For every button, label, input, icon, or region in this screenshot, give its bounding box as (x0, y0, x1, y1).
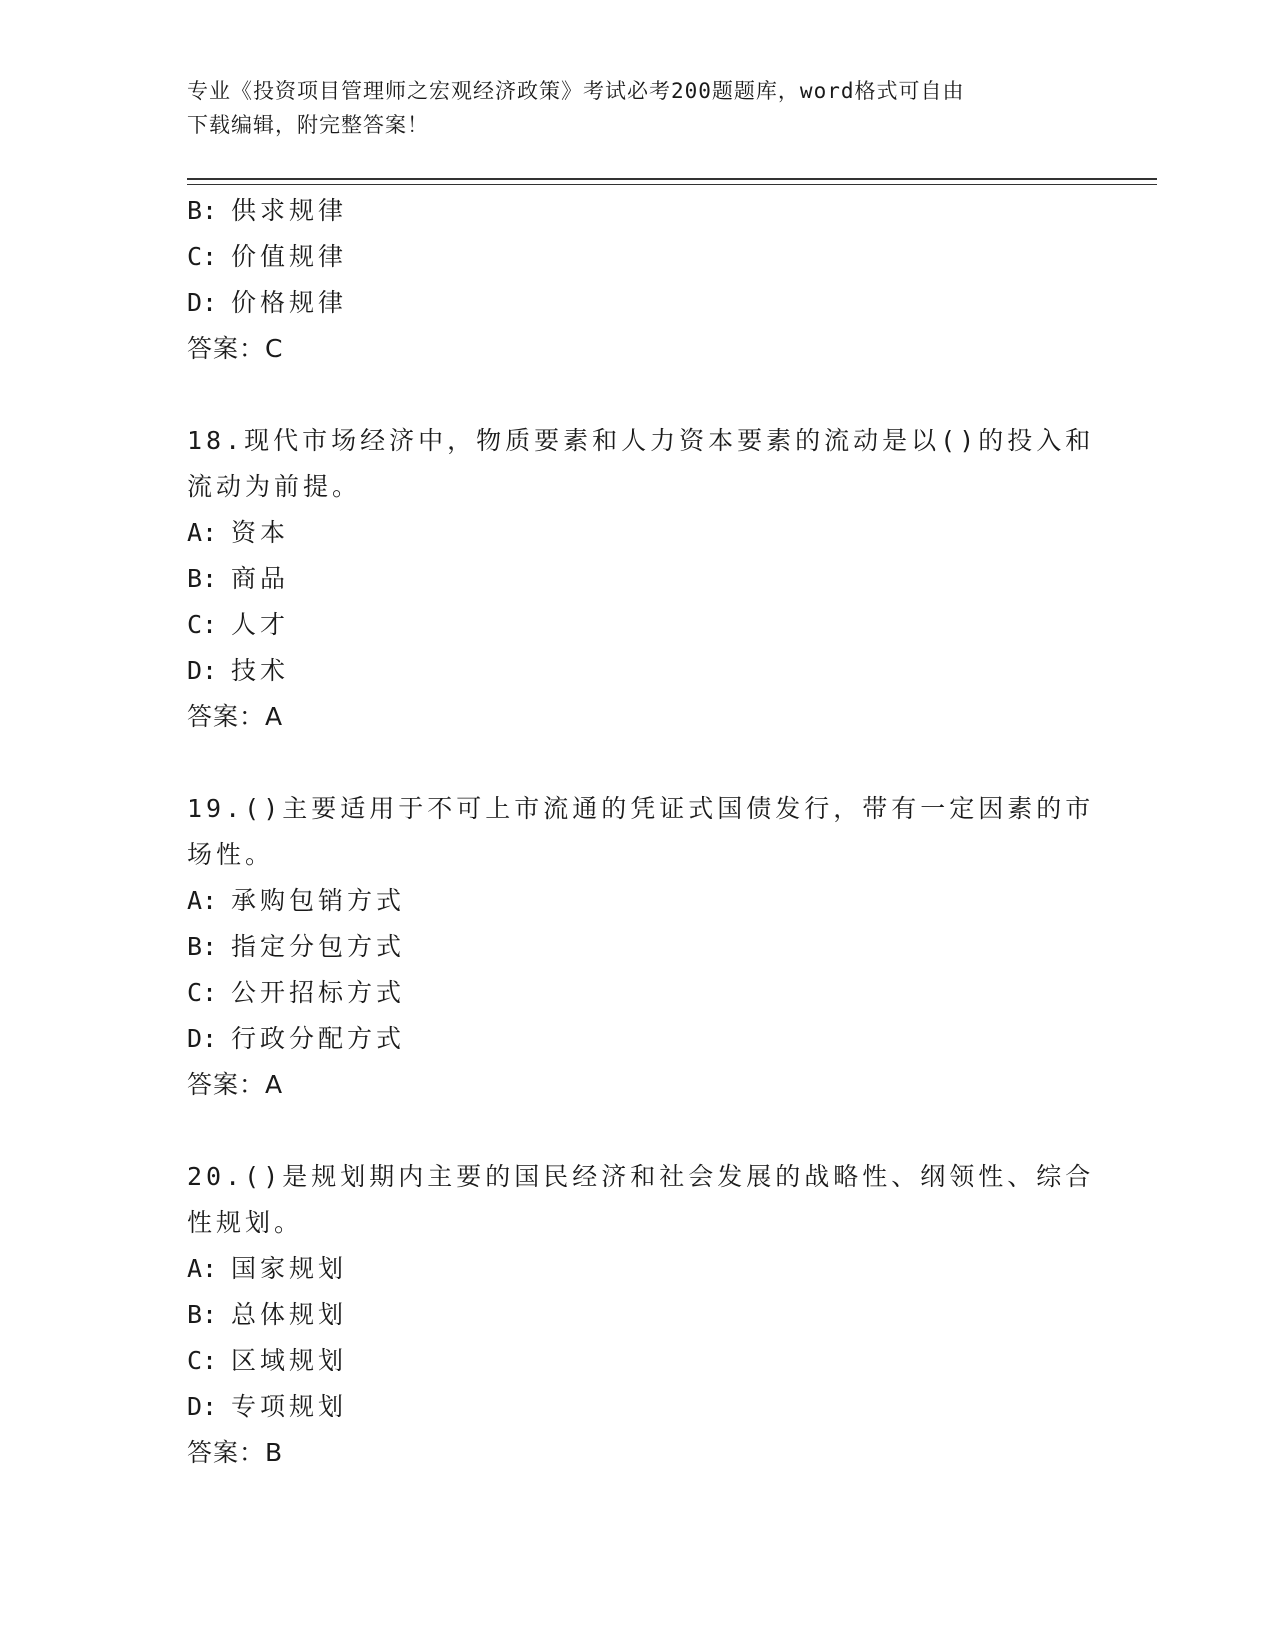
document-header (187, 74, 1087, 142)
question-17-continuation (187, 188, 1087, 372)
option-d: D: 技术 (187, 656, 290, 685)
option-c: C: 人才 (187, 610, 290, 639)
question-text-line-1: 18.现代市场经济中，物质要素和人力资本要素的流动是以()的投入和 (187, 426, 1095, 455)
header-rule-thin (187, 184, 1157, 185)
question-text-line-1: 19.()主要适用于不可上市流通的凭证式国债发行，带有一定因素的市 (187, 794, 1095, 823)
option-b: B: 商品 (187, 564, 290, 593)
option-c: C: 价值规律 (187, 242, 348, 271)
question-text-line-1: 20.()是规划期内主要的国民经济和社会发展的战略性、纲领性、综合 (187, 1162, 1095, 1191)
question-text-line-2: 场性。 (187, 840, 275, 869)
question-text-line-2: 性规划。 (187, 1208, 304, 1237)
answer-line: 答案：B (187, 1438, 284, 1467)
answer-line: 答案：A (187, 1070, 284, 1099)
option-b: B: 供求规律 (187, 196, 348, 225)
question-19 (187, 786, 1095, 1108)
option-b: B: 总体规划 (187, 1300, 348, 1329)
option-c: C: 区域规划 (187, 1346, 348, 1375)
question-20 (187, 1154, 1095, 1476)
option-c: C: 公开招标方式 (187, 978, 406, 1007)
option-a: A: 承购包销方式 (187, 886, 406, 915)
option-d: D: 专项规划 (187, 1392, 348, 1421)
option-d: D: 价格规律 (187, 288, 348, 317)
option-b: B: 指定分包方式 (187, 932, 406, 961)
option-a: A: 国家规划 (187, 1254, 348, 1283)
answer-line: 答案：A (187, 702, 284, 731)
option-a: A: 资本 (187, 518, 290, 547)
question-text-line-2: 流动为前提。 (187, 472, 362, 501)
header-rule-thick (187, 178, 1157, 180)
answer-line: 答案：C (187, 334, 284, 363)
header-line-2: 下载编辑，附完整答案！ (187, 113, 429, 137)
question-18 (187, 418, 1095, 740)
header-line-1: 专业《投资项目管理师之宏观经济政策》考试必考200题题库，word格式可自由 (187, 79, 965, 103)
question-list (187, 188, 1095, 1476)
option-d: D: 行政分配方式 (187, 1024, 406, 1053)
